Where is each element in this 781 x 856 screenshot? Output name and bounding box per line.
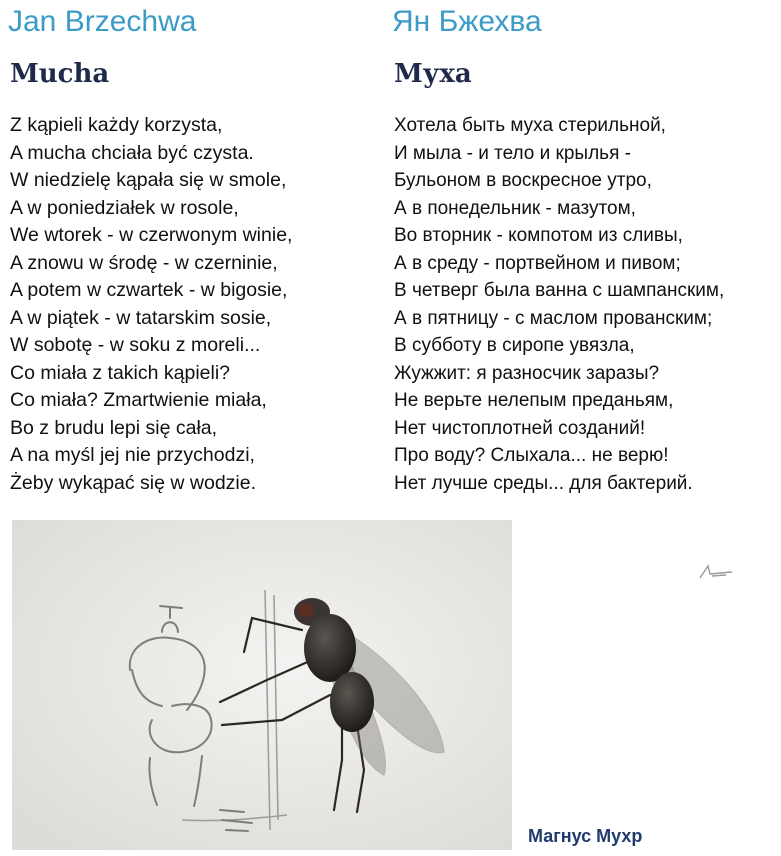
poem-line: A na myśl jej nie przychodzi, — [10, 444, 255, 466]
poem-lines-polish — [10, 112, 380, 497]
poem-line: Про воду? Слыхала... не верю! — [394, 445, 669, 466]
poem-line: W niedzielę kąpała się w smole, — [10, 169, 287, 191]
poem-lines-russian — [394, 112, 777, 497]
poem-line: Z kąpieli każdy korzysta, — [10, 114, 223, 136]
author-polish: Jan Brzechwa — [8, 5, 197, 38]
poem-line: И мыла - и тело и крылья - — [394, 142, 631, 164]
poem-line: Хотела быть муха стерильной, — [394, 115, 666, 136]
polish-column — [8, 0, 380, 497]
poem-line: Нет лучше среды... для бактерий. — [394, 472, 693, 494]
poem-line: Нет чистоплотней созданий! — [394, 417, 646, 439]
poem-line: A w poniedziałek w rosole, — [10, 196, 239, 219]
poem-line: А в среду - портвейном и пивом; — [394, 252, 681, 274]
poem-line: А в понедельник - мазутом, — [394, 197, 636, 219]
poem-line: Бульоном в воскресное утро, — [394, 170, 652, 191]
poem-line: В четверг была ванна с шампанским, — [394, 280, 725, 301]
author-russian: Ян Бжехва — [392, 5, 542, 38]
poem-line: А в пятницу - с маслом прованским; — [394, 307, 713, 329]
poem-line: В субботу в сиропе увязла, — [394, 335, 635, 356]
poem-line: We wtorek - w czerwonym winie, — [10, 224, 293, 246]
poem-line: Не верьте нелепым преданьям, — [394, 390, 674, 411]
fly-illustration — [12, 520, 512, 850]
poem-line: A mucha chciała być czysta. — [10, 141, 254, 164]
poem-line: Co miała z takich kąpieli? — [10, 361, 231, 384]
poem-line: Bo z brudu lepi się cała, — [10, 416, 218, 439]
signature: Магнус Мухр — [528, 826, 643, 846]
poem-line: W sobotę - w soku z moreli... — [10, 334, 261, 356]
poem-line: Żeby wykąpać się w wodzie. — [10, 471, 257, 494]
russian-column — [392, 0, 777, 497]
poem-line: Жужжит: я разносчик заразы? — [394, 362, 660, 384]
sketch-mark-icon — [696, 560, 736, 582]
poem-title-russian: Муха — [394, 59, 472, 89]
fly-photo-icon — [12, 520, 512, 850]
poem-title-polish: Mucha — [10, 59, 110, 89]
poem-line: Co miała? Zmartwienie miała, — [10, 389, 267, 411]
poem-line: A znowu w środę - w czerninie, — [10, 251, 278, 274]
poem-line: A potem w czwartek - w bigosie, — [10, 279, 288, 301]
poem-line: Во вторник - компотом из сливы, — [394, 225, 683, 246]
poem-line: A w piątek - w tatarskim sosie, — [10, 306, 272, 329]
